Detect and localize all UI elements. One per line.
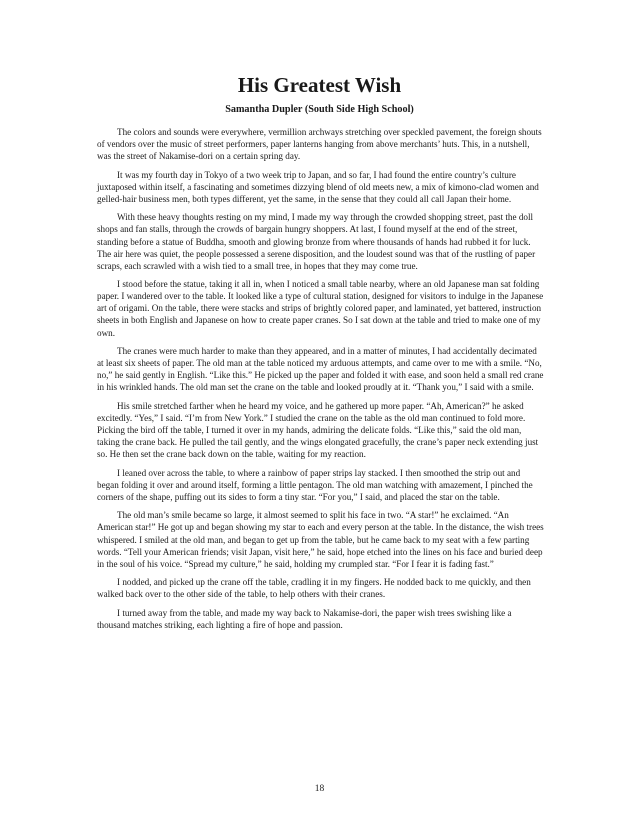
paragraph: With these heavy thoughts resting on my mind, I made my way through the crowded shopping street, past the doll shops and fan stalls, through the crowds of bargain hungry shoppers. At last, I found myself at the end of the street, standing before a statue of Buddha, smooth and glowing bronze from where thousands of hands had rubbed it for luck. The air here was quiet, the people possessed a serene disposition, and the loudest sound was that of the rustling of paper scraps, each scrawled with a wish tied to a small tree, in hopes that they may come true. xyxy=(97,212,536,271)
paragraph: I leaned over across the table, to where a rainbow of paper strips lay stacked. I then smoothed the strip out and began folding it over and around itself, forming a little pentagon. The old man watching with amazement, I pinched the corners of the shape, puffing out its sides to form a tiny star. “For you,” I said, and placed the star on the table. xyxy=(97,467,533,502)
paragraph: The old man’s smile became so large, it almost seemed to split his face in two. “A star!” he exclaimed. “An American star!” He got up and began showing my star to each and every person at the table. In the distance, the wish trees whispered. I smiled at the old man, and began to get up from the table, but he came back to my seat with a few parting words. “Tell your American friends; visit Japan, visit here,” he said, hope etched into the lines on his face and buried deep in the soul of his voice. “Spread my culture,” he said, holding my crumpled star. “For I fear it is fading fast.” xyxy=(97,510,544,569)
paragraph: It was my fourth day in Tokyo of a two week trip to Japan, and so far, I had found the entire country’s culture juxtaposed within itself, a fascinating and sometimes dizzying blend of old meets new, a mix of kimono-clad women and gelled-hair business men, both types different, yet the same, in the sense that they could all call Japan their home. xyxy=(97,169,539,204)
story-body xyxy=(97,126,544,637)
story-title: His Greatest Wish xyxy=(237,73,402,97)
paragraph: I nodded, and picked up the crane off the table, cradling it in my fingers. He nodded back to me quickly, and then walked back over to the other side of the table, to help others with their cranes. xyxy=(97,577,531,600)
paragraph: The colors and sounds were everywhere, vermillion archways stretching over speckled pavement, the foreign shouts of vendors over the music of street performers, paper lanterns hanging from above merchants’ huts. This, in a nutshell, was the street of Nakamise-dori on a certain spring day. xyxy=(97,127,542,162)
paragraph: His smile stretched farther when he heard my voice, and he gathered up more paper. “Ah, American?” he asked excitedly. “Yes,” I said. “I’m from New York.” I studied the crane on the table as the old man continued to fold more. Picking the bird off the table, I turned it over in my hands, admiring the delicate folds. “Like this,” said the old man, taking the crane back. He pulled the tail gently, and the wings elongated gracefully, the crane’s paper neck extending just so. He then set the crane back down on the table, waiting for my reaction. xyxy=(97,400,539,460)
paragraph: The cranes were much harder to make than they appeared, and in a matter of minutes, I had accidentally decimated at least six sheets of paper. The old man at the table noticed my arduous attempts, and came over to me with a smile. “No, no,” he said gently in English. “Like this.” He picked up the paper and folded it with ease, and soon held a small red crane in his wrinkled hands. The old man set the crane on the table and looked proudly at it. “Thank you,” I said with a smile. xyxy=(97,346,544,393)
paragraph: I turned away from the table, and made my way back to Nakamise-dori, the paper wish trees swishing like a thousand matches striking, each lighting a fire of hope and passion. xyxy=(97,607,512,630)
page-number: 18 xyxy=(314,784,325,794)
paragraph: I stood before the statue, taking it all in, when I noticed a small table nearby, where an old Japanese man sat folding paper. I wandered over to the table. It looked like a type of cultural station, designed for visitors to indulge in the Japanese art of origami. On the table, there were stacks and strips of brightly colored paper, and laminated, yet battered, instruction sheets in both English and Japanese on how to create paper cranes. So I sat down at the table and tried to make one of my own. xyxy=(97,279,544,338)
author-byline: Samantha Dupler (South Side High School) xyxy=(225,104,414,115)
